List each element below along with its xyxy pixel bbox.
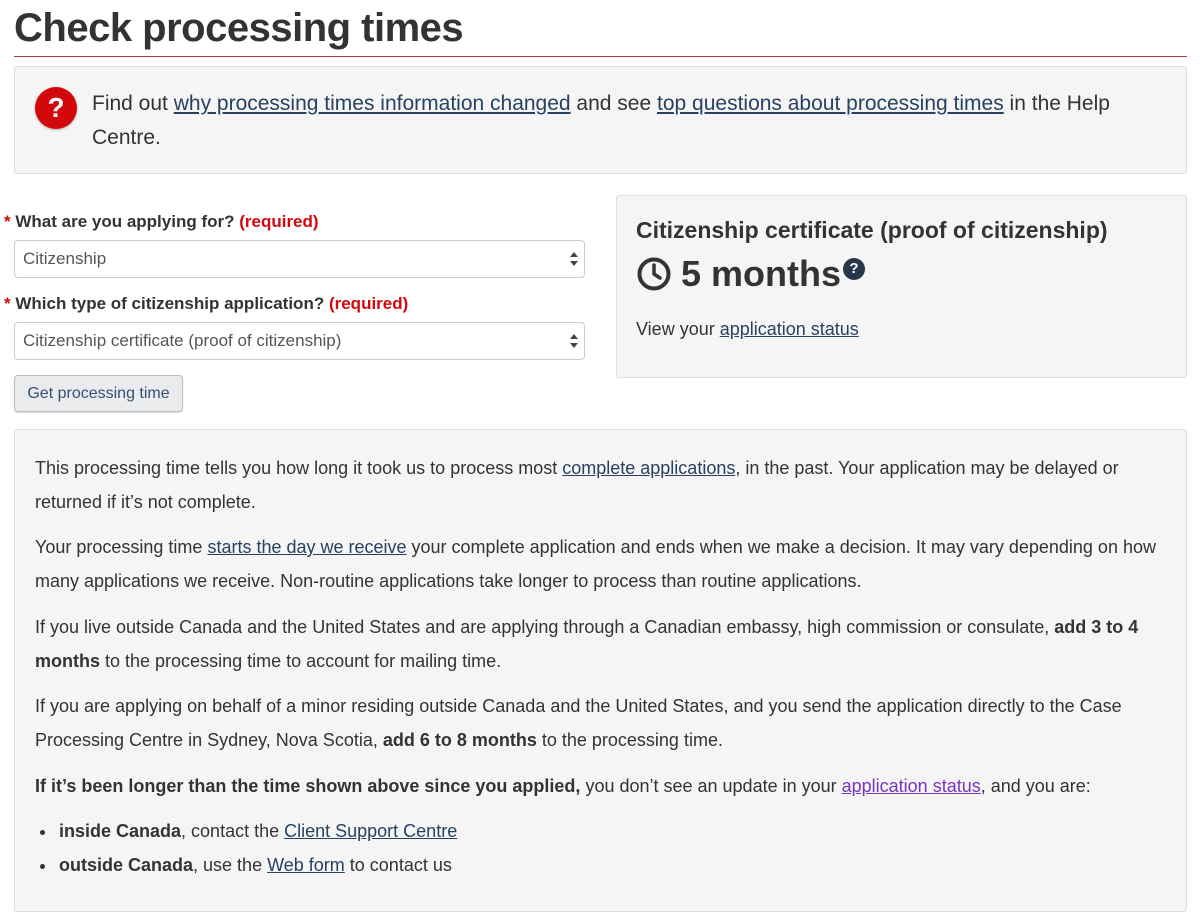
required-star: * [4, 212, 11, 231]
details-paragraph-1 [35, 451, 1170, 519]
client-support-centre-link[interactable]: Client Support Centre [284, 821, 458, 841]
text: , in the past. Your application may be delayed or returned if it’s not complete. [35, 458, 1119, 512]
status-line [636, 317, 859, 341]
get-processing-time-button[interactable]: Get processing time [14, 375, 183, 412]
applying-for-label-text: What are you applying for? [15, 212, 235, 231]
list-item [57, 814, 1157, 848]
question-circle-icon: ? [35, 87, 77, 129]
notice-text [92, 87, 1172, 155]
why-info-changed-link[interactable]: why processing times information changed [173, 92, 571, 115]
result-title: Citizenship certificate (proof of citizenship) [636, 217, 1108, 243]
select-arrows-icon [570, 331, 578, 351]
details-paragraph-3 [35, 610, 1170, 678]
top-questions-link[interactable]: top questions about processing times [657, 92, 1004, 115]
notice-middle: and see [570, 92, 657, 115]
text: , and you are: [980, 776, 1091, 796]
title-divider [14, 56, 1187, 57]
text: to the processing time to account for mailing time. [100, 651, 502, 671]
notice-suffix: in the Help Centre. [92, 92, 1110, 149]
citizenship-type-select[interactable] [14, 322, 585, 360]
text: , contact the [181, 821, 285, 841]
help-centre-notice [14, 66, 1187, 174]
applying-for-label [4, 211, 319, 233]
text: your complete application and ends when we make a decision. It may vary depending on how many applications we receive. Non-routine applications take longer to process than routine applications. [35, 537, 1156, 591]
citizenship-type-label-text: Which type of citizenship application? [15, 294, 325, 313]
text: If you live outside Canada and the United States and are applying through a Canadian embassy, high commission or consulate, [35, 617, 1055, 637]
application-status-link[interactable]: application status [841, 776, 981, 796]
bold-text: add 6 to 8 months [382, 730, 537, 750]
text: If you are applying on behalf of a minor residing outside Canada and the United States, and you send the application directly to the Case Processing Centre in Sydney, Nova Scotia, [35, 696, 1122, 750]
text: This processing time tells you how long it took us to process most [35, 458, 563, 478]
select-arrows-icon [570, 249, 578, 269]
list-item [57, 848, 1157, 882]
details-paragraph-5 [35, 769, 1170, 803]
starts-day-we-receive-link[interactable]: starts the day we receive [207, 537, 407, 557]
bold-text: outside Canada [59, 855, 194, 875]
status-prefix: View your [636, 319, 720, 339]
complete-applications-link[interactable]: complete applications [562, 458, 736, 478]
web-form-link[interactable]: Web form [267, 855, 345, 875]
processing-time-result [616, 195, 1187, 378]
required-marker: (required) [239, 212, 319, 231]
details-paragraph-4 [35, 689, 1170, 757]
bold-text: inside Canada [59, 821, 182, 841]
processing-time-value: 5 months [681, 253, 842, 294]
required-star: * [4, 294, 11, 313]
contact-options-list [57, 814, 1157, 882]
text: , use the [193, 855, 268, 875]
applying-for-value: Citizenship [23, 249, 107, 268]
clock-icon [637, 257, 671, 291]
citizenship-type-value: Citizenship certificate (proof of citizenship) [23, 331, 342, 350]
bold-text: add 3 to 4 months [35, 617, 1139, 671]
notice-prefix: Find out [92, 92, 174, 115]
text: to contact us [344, 855, 452, 875]
details-paragraph-2 [35, 530, 1170, 598]
page-title: Check processing times [14, 6, 464, 50]
application-status-link[interactable]: application status [719, 319, 859, 339]
processing-details [14, 429, 1187, 912]
required-marker: (required) [328, 294, 409, 313]
bold-text: If it’s been longer than the time shown above since you applied, [35, 776, 581, 796]
text: Your processing time [35, 537, 208, 557]
text: to the processing time. [536, 730, 723, 750]
citizenship-type-label [4, 293, 408, 315]
applying-for-select[interactable] [14, 240, 585, 278]
text: you don’t see an update in your [580, 776, 842, 796]
question-circle-icon[interactable]: ? [843, 258, 865, 280]
